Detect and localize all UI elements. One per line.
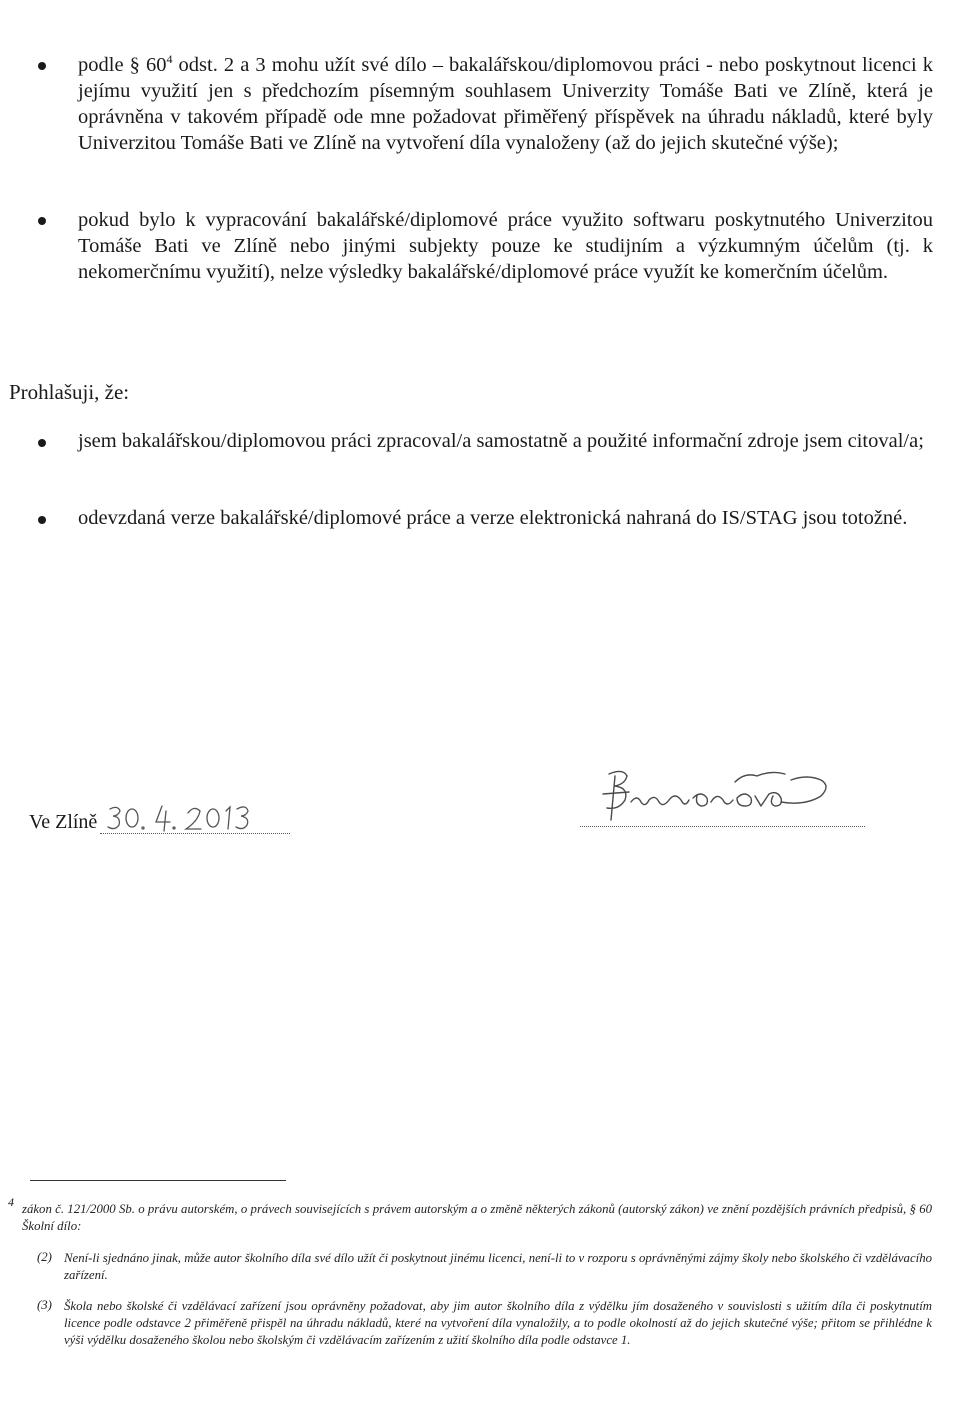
bullet-paragraph-copyright [78,52,933,156]
bullet-dot [38,516,46,524]
bullet-dot [38,62,46,70]
footnote-item-text: Není-li sjednáno jinak, může autor školního díla své dílo užít či poskytnout jinému licenci, není-li to v rozporu s oprávněnými zájmy školy nebo školského či vzdělávacího zařízení. [64,1251,932,1282]
bullet-paragraph-software: pokud bylo k vypracování bakalářské/diplomové práce využito softwaru poskytnutého Univerzitou Tomáše Bati ve Zlíně nebo jinými subjekty pouze ke studijním a výzkumným účelům (tj. k nekomerčnímu využití), nelze výsledky bakalářské/diplomové práce využít ke komerčním účelům. [78,209,933,283]
footnote-item-number: (2) [37,1250,52,1264]
place-date-line [29,805,290,834]
bullet-dot [38,217,46,225]
handwritten-date [100,805,290,834]
bullet-text-start: podle § 60 [78,54,167,76]
signature-line [580,790,865,827]
footnote-rule [30,1180,286,1181]
footnote-mark: 4 [8,1195,14,1209]
bullet-text-rest: odst. 2 a 3 mohu užít své dílo – bakalářskou/diplomovou práci - nebo poskytnout licenci k jejímu využití jen s předchozím písemným souhlasem Univerzity Tomáše Bati ve Zlíně, která je oprávněna v takovém případě ode mne požadovat přiměřený příspěvek na úhradu nákladů, které byly Univerzitou Tomáše Bati ve Zlíně na vytvoření díla vynaloženy (až do jejich skutečné výše); [78,54,933,154]
bullet-dot [38,439,46,447]
handwritten-signature [585,750,865,830]
declaration-heading: Prohlašuji, že: [9,380,130,404]
footnote-item-text: Škola nebo školské či vzdělávací zařízení jsou oprávněny požadovat, aby jim autor školního díla z výdělku jím dosaženého v souvislosti s užitím díla či poskytnutím licence podle odstavce 2 přiměřeně přispěl na úhradu nákladů, které na vytvoření díla vynaložily, a to podle okolností až do jejich skutečné výše; přitom se přihlédne k výši výdělku dosaženého školou nebo školským či vzdělávacím zařízením z užití školního díla podle odstavce 1. [64,1299,932,1347]
declaration-item-authorship: jsem bakalářskou/diplomovou práci zpracoval/a samostatně a použité informační zdroje jsem citoval/a; [78,430,924,452]
place-label: Ve Zlíně [29,811,98,833]
footnote-intro: zákon č. 121/2000 Sb. o právu autorském, o právech souvisejících s právem autorským a o změně některých zákonů (autorský zákon) ve znění pozdějších právních předpisů, § 60 Školní dílo: [22,1202,932,1233]
declaration-item-versions: odevzdaná verze bakalářské/diplomové práce a verze elektronická nahraná do IS/STAG jsou totožné. [78,507,908,529]
footnote-item-number: (3) [37,1298,52,1312]
handwritten-date-graphic [100,801,290,835]
footnote-reference: 4 [166,52,173,67]
